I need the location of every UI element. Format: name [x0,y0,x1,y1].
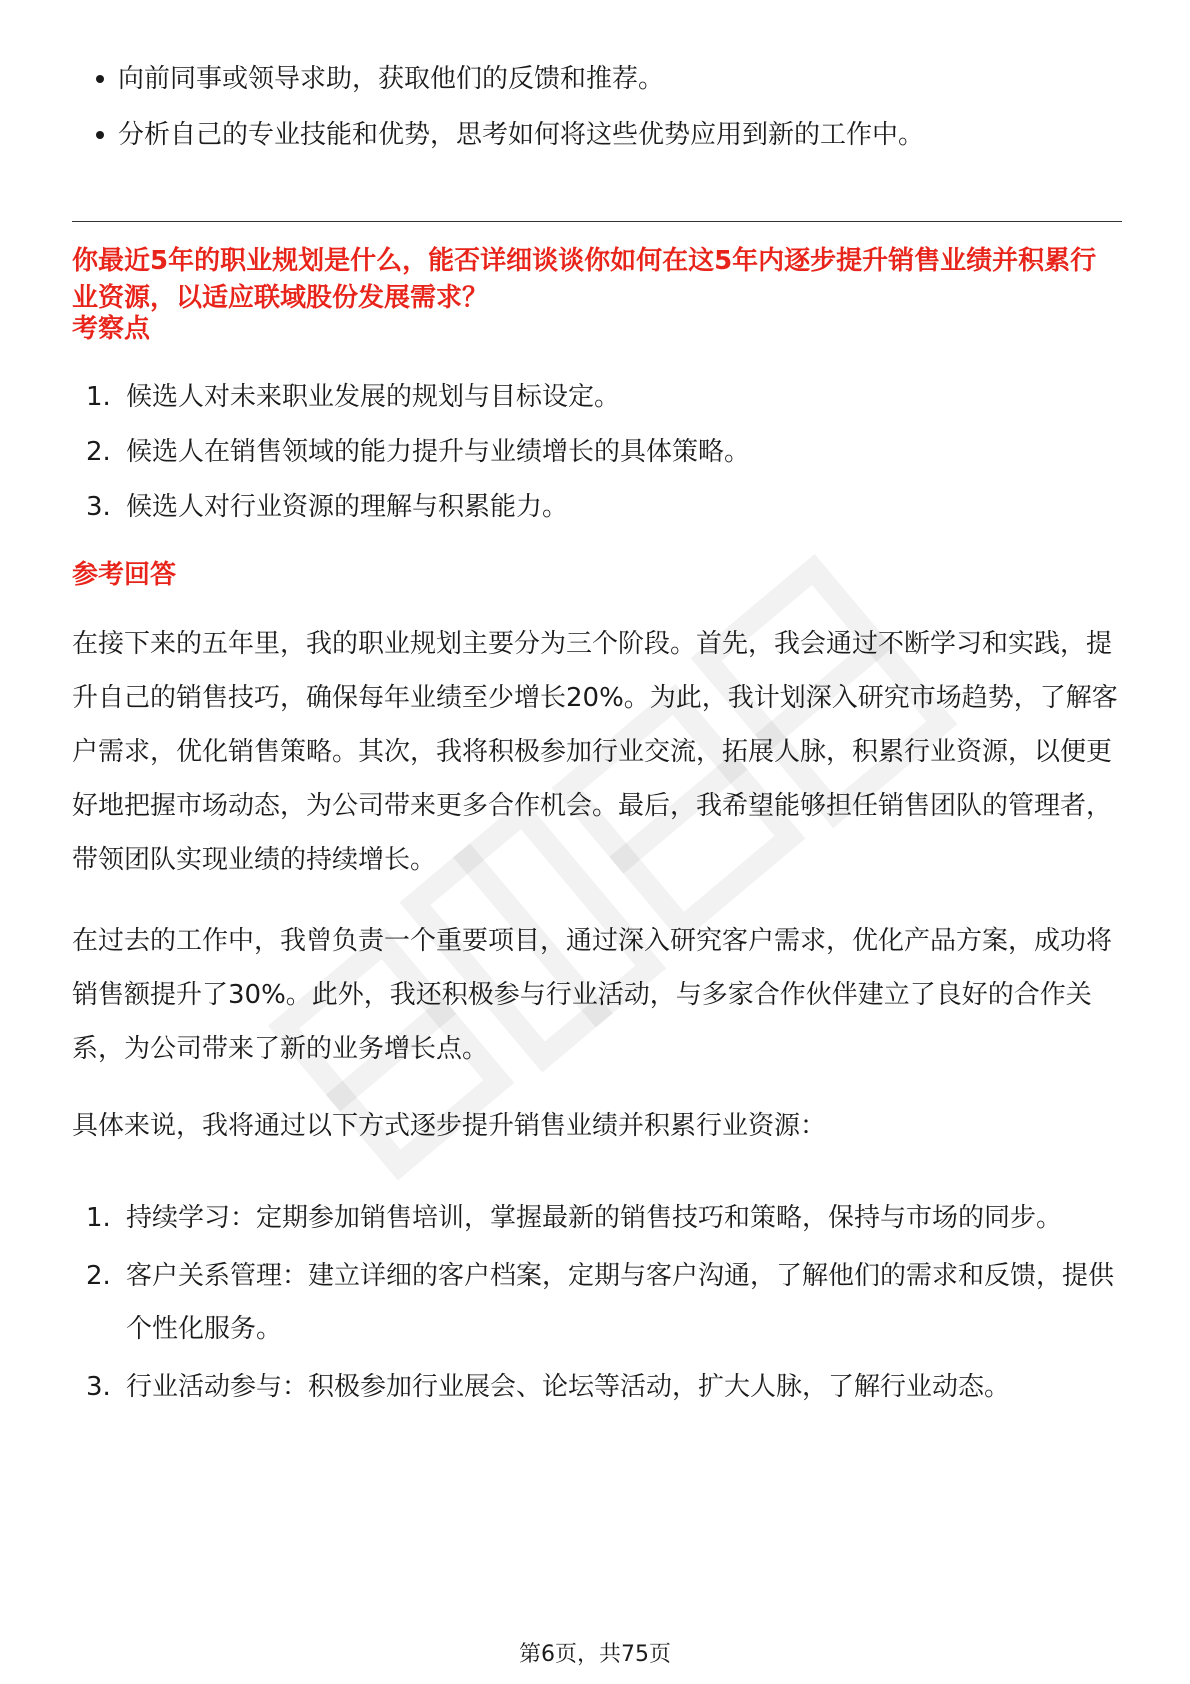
list-item [86,1250,1122,1356]
list-item [86,490,1122,524]
list-number: 3. [86,1372,111,1402]
top-bullet-list [96,62,1116,174]
list-item [96,118,1116,152]
list-number: 2. [86,1261,111,1291]
assessment-list [86,380,1122,524]
assessment-heading: 考察点 [72,314,151,344]
answer-paragraph: 在过去的工作中，我曾负责一个重要项目，通过深入研究客户需求，优化产品方案，成功将销售额提升了30%。此外，我还积极参与行业活动，与多家合作伙伴建立了良好的合作关系，为公司带来了新的业务增长点。 [72,926,1113,1064]
list-number: 3. [86,492,111,522]
bullet-dot-icon [96,131,104,139]
list-item [86,1361,1122,1414]
list-item-text: 分析自己的专业技能和优势，思考如何将这些优势应用到新的工作中。 [118,120,925,150]
strategy-list [86,1192,1122,1414]
question-heading: 你最近5年的职业规划是什么，能否详细谈谈你如何在这5年内逐步提升销售业绩并积累行业资源，以适应联域股份发展需求？ [72,246,1097,313]
answer-paragraph: 在接下来的五年里，我的职业规划主要分为三个阶段。首先，我会通过不断学习和实践，提升自己的销售技巧，确保每年业绩至少增长20%。为此，我计划深入研究市场趋势，了解客户需求，优化销售策略。其次，我将积极参加行业交流，拓展人脉，积累行业资源，以便更好地把握市场动态，为公司带来更多合作机会。最后，我希望能够担任销售团队的管理者，带领团队实现业绩的持续增长。 [72,629,1118,875]
list-item-text: 候选人对未来职业发展的规划与目标设定。 [126,382,621,412]
list-item [86,1192,1122,1245]
list-item [86,435,1122,469]
reference-heading: 参考回答 [72,560,177,590]
list-item-text: 候选人在销售领域的能力提升与业绩增长的具体策略。 [126,437,751,467]
list-number: 2. [86,437,111,467]
bullet-dot-icon [96,75,104,83]
list-item-text: 向前同事或领导求助，获取他们的反馈和推荐。 [118,64,665,94]
list-number: 1. [86,382,111,412]
answer-paragraph: 具体来说，我将通过以下方式逐步提升销售业绩并积累行业资源： [72,1111,827,1141]
list-number: 1. [86,1203,111,1233]
page-footer: 第6页，共75页 [519,1642,671,1667]
list-item-text: 持续学习：定期参加销售培训，掌握最新的销售技巧和策略，保持与市场的同步。 [126,1203,1063,1233]
list-item-text: 行业活动参与：积极参加行业展会、论坛等活动，扩大人脉，了解行业动态。 [126,1372,1011,1402]
list-item-text: 候选人对行业资源的理解与积累能力。 [126,492,569,522]
list-item-text: 客户关系管理：建立详细的客户档案，定期与客户沟通，了解他们的需求和反馈，提供个性化服务。 [126,1261,1115,1344]
list-item [86,380,1122,414]
section-divider [72,221,1122,222]
list-item [96,62,1116,96]
